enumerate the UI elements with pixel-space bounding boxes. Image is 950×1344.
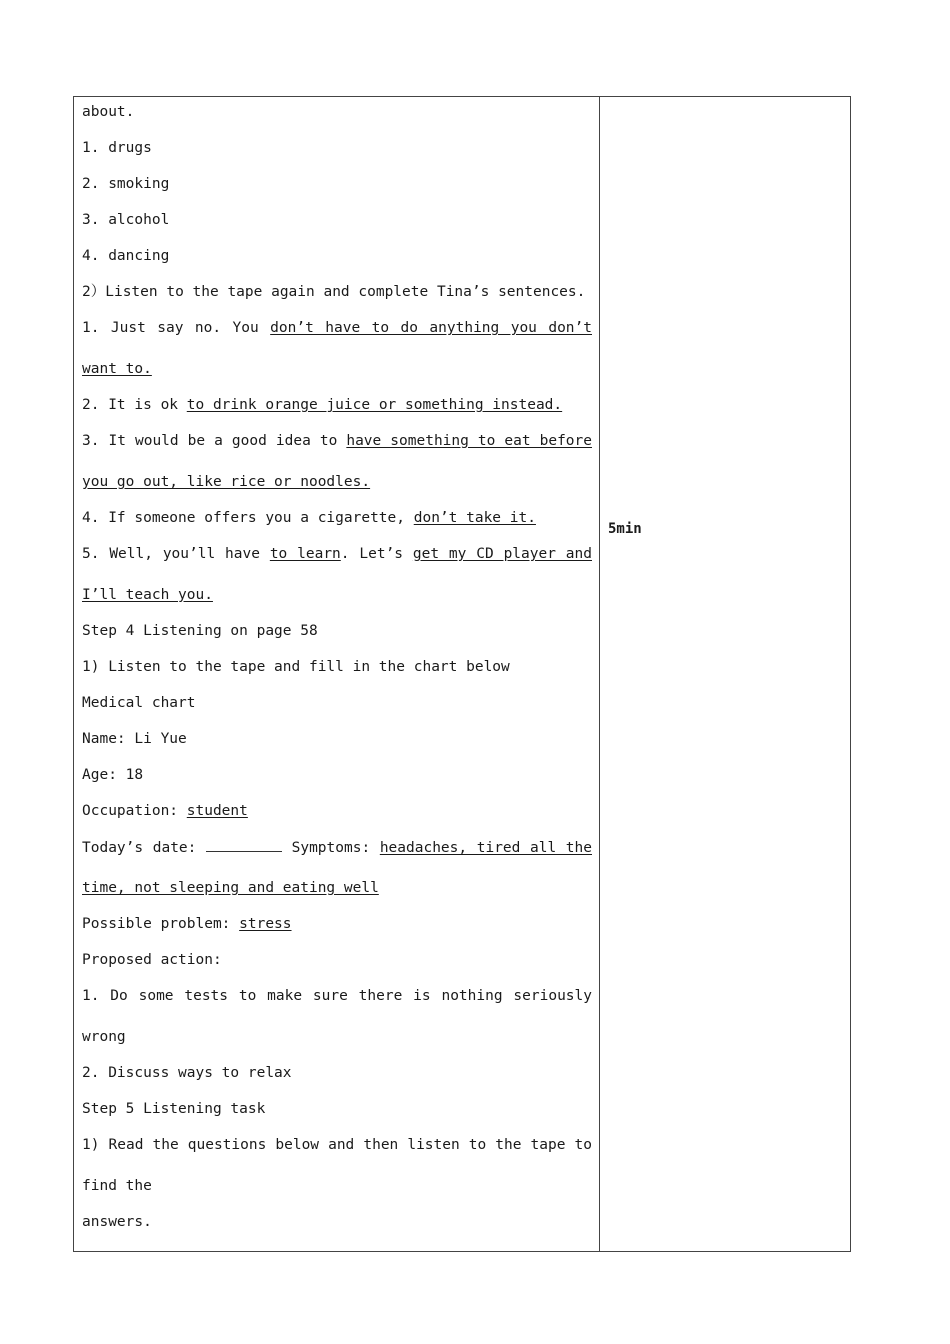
answer-text: don’t have to do anything you don’t (270, 320, 592, 336)
instruction-line: 2）Listen to the tape again and complete Tina’s sentences. (82, 284, 586, 300)
answer-text: headaches, tired all the (379, 840, 592, 856)
sentence-1-cont (82, 360, 592, 378)
instruction-line-cont: answers. (82, 1214, 152, 1230)
answer-text: to drink orange juice or something instead. (186, 397, 563, 413)
field-label: Symptoms: (282, 840, 380, 856)
column-divider (599, 97, 600, 1251)
sentence-5-cont (82, 586, 592, 604)
sentence-1 (82, 319, 592, 337)
action-1-cont: wrong (82, 1029, 126, 1045)
step-4-heading: Step 4 Listening on page 58 (82, 623, 318, 639)
instruction-line: 1) Listen to the tape and fill in the chart below (82, 659, 510, 675)
sentence-text: 4. If someone offers you a cigarette, (82, 510, 414, 526)
step-5-heading: Step 5 Listening task (82, 1101, 266, 1117)
sentence-2 (82, 396, 592, 414)
sentence-3 (82, 432, 592, 450)
answer-text: time, not sleeping and eating well (82, 880, 379, 896)
chart-action-label: Proposed action: (82, 952, 222, 968)
option-smoking: 2. smoking (82, 176, 170, 192)
fill-in-blank (206, 838, 282, 852)
sentence-4 (82, 509, 592, 527)
field-label: Occupation: (82, 803, 187, 819)
option-dancing: 4. dancing (82, 248, 170, 264)
sentence-text: 1. Just say no. You (82, 320, 271, 336)
instruction-line-cont: find the (82, 1178, 152, 1194)
action-2: 2. Discuss ways to relax (82, 1065, 292, 1081)
chart-occupation (82, 802, 592, 820)
chart-date-symptoms (82, 838, 592, 857)
chart-age: Age: 18 (82, 767, 144, 783)
answer-text: stress (239, 916, 292, 932)
instruction-line: 1) Read the questions below and then listen to the tape to (82, 1137, 592, 1153)
answer-text: get my CD player and (412, 546, 592, 562)
answer-text: you go out, like rice or noodles. (82, 474, 371, 490)
chart-name: Name: Li Yue (82, 731, 187, 747)
chart-problem (82, 915, 592, 933)
sentence-3-cont (82, 473, 592, 491)
chart-title: Medical chart (82, 695, 196, 711)
option-drugs: 1. drugs (82, 140, 152, 156)
time-value: 5min (608, 521, 642, 537)
sentence-text: . Let’s (340, 546, 413, 562)
answer-text: want to. (82, 361, 152, 377)
sentence-text: 5. Well, you’ll have (82, 546, 270, 562)
field-label: Today’s date: (82, 840, 206, 856)
sentence-text: 2. It is ok (82, 397, 187, 413)
lesson-table (73, 96, 851, 1252)
answer-text: to learn (269, 546, 341, 562)
answer-text: student (186, 803, 248, 819)
action-1: 1. Do some tests to make sure there is nothing seriously (82, 988, 592, 1004)
field-label: Possible problem: (82, 916, 240, 932)
answer-text: have something to eat before (346, 433, 592, 449)
answer-text: I’ll teach you. (82, 587, 213, 603)
answer-text: don’t take it. (413, 510, 536, 526)
chart-symptoms-cont (82, 879, 592, 897)
option-alcohol: 3. alcohol (82, 212, 170, 228)
sentence-text: 3. It would be a good idea to (82, 433, 347, 449)
sentence-5 (82, 545, 592, 563)
text-line: about. (82, 104, 135, 120)
